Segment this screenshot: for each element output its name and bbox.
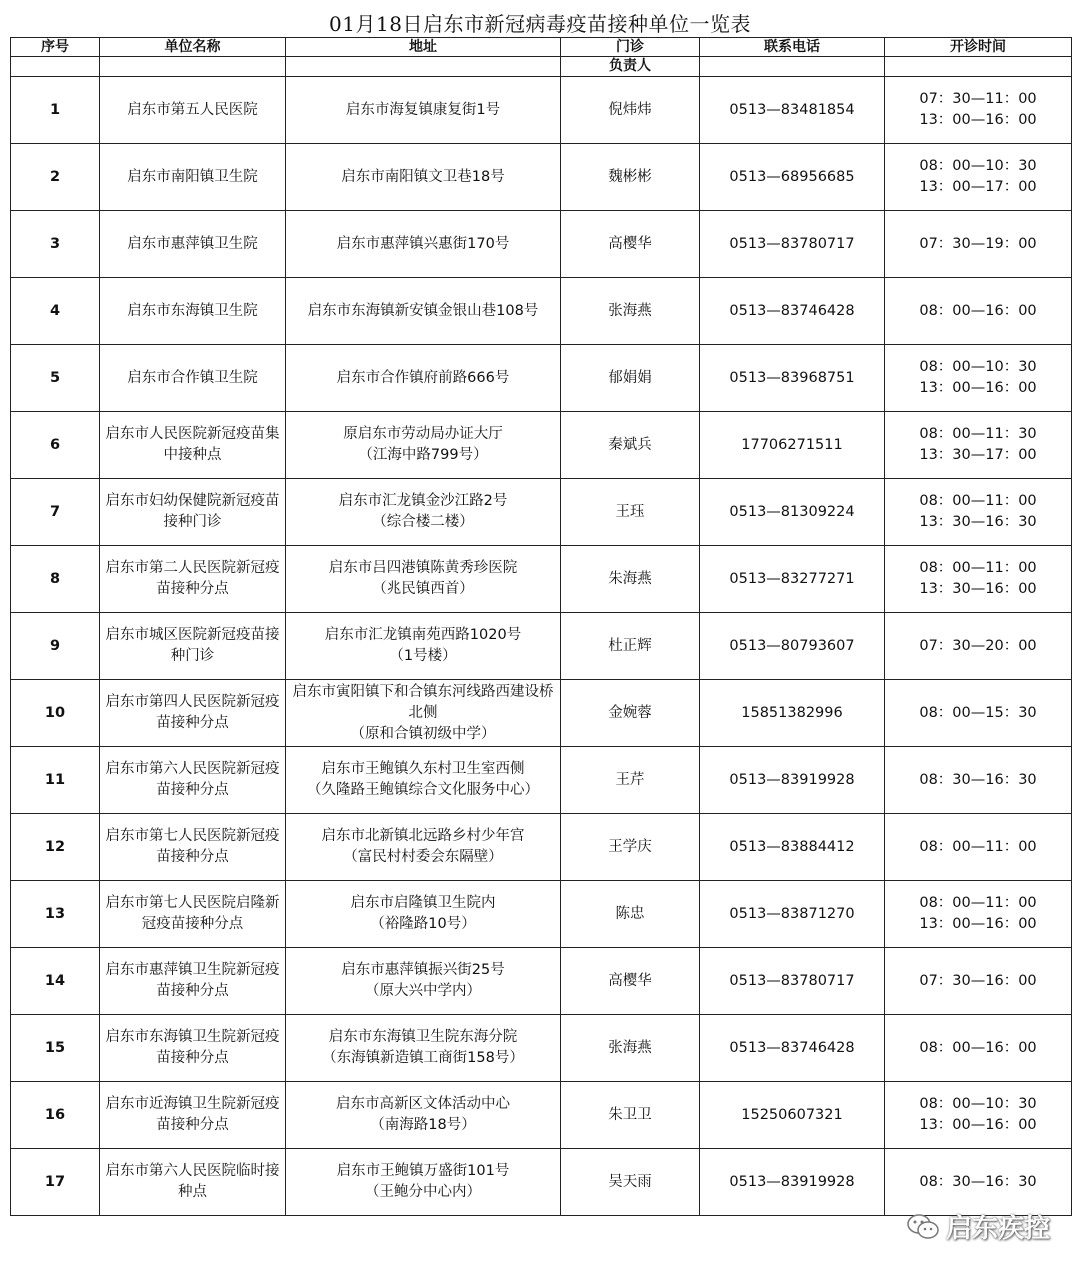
name-line: 启东市惠萍镇卫生院 — [127, 235, 258, 252]
table-row — [11, 479, 1072, 546]
phone-number: 0513—83919928 — [700, 1149, 885, 1216]
table-row — [11, 211, 1072, 278]
header-hours: 开诊时间 — [885, 38, 1072, 57]
name-line: 启东市第六人民医院新冠疫 — [105, 761, 280, 777]
name-line: 接种门诊 — [163, 514, 222, 530]
person-in-charge: 秦斌兵 — [561, 412, 700, 479]
name-line: 启东市城区医院新冠疫苗接 — [105, 627, 280, 643]
table-row — [11, 345, 1072, 412]
address-line: （裕隆路10号） — [370, 916, 476, 932]
hours-line: 13：00—16：00 — [919, 112, 1037, 128]
unit-name — [100, 1082, 286, 1149]
vaccination-sites-table — [10, 37, 1072, 1216]
address — [286, 613, 561, 680]
address-line: 启东市寅阳镇下和合镇东河线路西建设桥 — [292, 683, 554, 700]
address — [286, 211, 561, 278]
person-in-charge: 朱海燕 — [561, 546, 700, 613]
opening-hours — [885, 211, 1072, 278]
phone-number: 0513—83481854 — [700, 77, 885, 144]
header-index: 序号 — [11, 38, 100, 57]
phone-number: 15250607321 — [700, 1082, 885, 1149]
header-row — [11, 38, 1072, 57]
hours-line: 07：30—16：00 — [919, 972, 1037, 989]
table-row — [11, 747, 1072, 814]
hours-line: 13：00—16：00 — [919, 380, 1037, 396]
name-line: 苗接种分点 — [156, 715, 229, 731]
name-line: 启东市南阳镇卫生院 — [127, 168, 258, 185]
address — [286, 144, 561, 211]
unit-name — [100, 278, 286, 345]
table-row — [11, 680, 1072, 747]
table-row — [11, 814, 1072, 881]
unit-name — [100, 881, 286, 948]
hours-line: 08：30—16：30 — [919, 1173, 1037, 1190]
table-row — [11, 1082, 1072, 1149]
address-line: 启东市吕四港镇陈黄秀珍医院 — [328, 560, 518, 576]
row-index: 14 — [11, 948, 100, 1015]
wechat-icon — [906, 1212, 940, 1242]
phone-number: 0513—83780717 — [700, 211, 885, 278]
address — [286, 1149, 561, 1216]
phone-number: 0513—83746428 — [700, 278, 885, 345]
address-line: 启东市合作镇府前路666号 — [336, 369, 510, 386]
opening-hours — [885, 1149, 1072, 1216]
address-line: （江海中路799号） — [358, 447, 488, 463]
name-line: 苗接种分点 — [156, 581, 229, 597]
unit-name — [100, 948, 286, 1015]
address — [286, 77, 561, 144]
address — [286, 479, 561, 546]
phone-number: 0513—83871270 — [700, 881, 885, 948]
person-in-charge: 倪炜炜 — [561, 77, 700, 144]
address-line: （富民村村委会东隔壁） — [343, 849, 503, 865]
hours-line: 08：00—11：30 — [919, 426, 1037, 442]
name-line: 启东市第五人民医院 — [127, 101, 258, 118]
name-line: 启东市第二人民医院新冠疫 — [105, 560, 280, 576]
phone-number: 0513—83919928 — [700, 747, 885, 814]
address-line: 启东市惠萍镇振兴街25号 — [341, 962, 505, 978]
person-in-charge: 魏彬彬 — [561, 144, 700, 211]
unit-name — [100, 211, 286, 278]
row-index: 2 — [11, 144, 100, 211]
watermark — [906, 1208, 1050, 1245]
opening-hours — [885, 814, 1072, 881]
hours-line: 08：00—11：00 — [919, 838, 1037, 855]
opening-hours — [885, 144, 1072, 211]
address-line: 启东市高新区文体活动中心 — [336, 1096, 510, 1112]
address-line: 启东市汇龙镇南苑西路1020号 — [324, 627, 522, 643]
opening-hours — [885, 747, 1072, 814]
subheader-person: 负责人 — [561, 57, 700, 77]
row-index: 11 — [11, 747, 100, 814]
header-clinic: 门诊 — [561, 38, 700, 57]
hours-line: 07：30—20：00 — [919, 637, 1037, 654]
name-line: 启东市第六人民医院临时接 — [105, 1163, 280, 1179]
address — [286, 412, 561, 479]
table-body — [11, 77, 1072, 1216]
subheader-row — [11, 57, 1072, 77]
hours-line: 08：00—10：30 — [919, 359, 1037, 375]
hours-line: 13：30—16：30 — [919, 514, 1037, 530]
opening-hours — [885, 948, 1072, 1015]
name-line: 启东市惠萍镇卫生院新冠疫 — [105, 962, 280, 978]
phone-number: 0513—81309224 — [700, 479, 885, 546]
row-index: 4 — [11, 278, 100, 345]
opening-hours — [885, 412, 1072, 479]
phone-number: 0513—68956685 — [700, 144, 885, 211]
opening-hours — [885, 1082, 1072, 1149]
address — [286, 1082, 561, 1149]
address — [286, 814, 561, 881]
row-index: 9 — [11, 613, 100, 680]
hours-line: 13：30—16：00 — [919, 581, 1037, 597]
phone-number: 0513—83968751 — [700, 345, 885, 412]
hours-line: 08：00—10：30 — [919, 158, 1037, 174]
unit-name — [100, 680, 286, 747]
hours-line: 13：30—17：00 — [919, 447, 1037, 463]
address-line: 启东市北新镇北远路乡村少年宫 — [321, 828, 525, 844]
row-index: 7 — [11, 479, 100, 546]
person-in-charge: 金婉蓉 — [561, 680, 700, 747]
row-index: 12 — [11, 814, 100, 881]
person-in-charge: 朱卫卫 — [561, 1082, 700, 1149]
table-row — [11, 881, 1072, 948]
unit-name — [100, 412, 286, 479]
address-line: （久隆路王鲍镇综合文化服务中心） — [307, 782, 539, 798]
name-line: 启东市东海镇卫生院新冠疫 — [105, 1029, 280, 1045]
row-index: 16 — [11, 1082, 100, 1149]
person-in-charge: 王芹 — [561, 747, 700, 814]
person-in-charge: 陈忠 — [561, 881, 700, 948]
row-index: 10 — [11, 680, 100, 747]
phone-number: 17706271511 — [700, 412, 885, 479]
hours-line: 07：30—11：00 — [919, 91, 1037, 107]
unit-name — [100, 546, 286, 613]
name-line: 种门诊 — [170, 648, 215, 664]
hours-line: 08：00—16：00 — [919, 1039, 1037, 1056]
row-index: 8 — [11, 546, 100, 613]
hours-line: 08：00—15：30 — [919, 704, 1037, 721]
row-index: 5 — [11, 345, 100, 412]
name-line: 启东市第七人民医院新冠疫 — [105, 828, 280, 844]
name-line: 启东市第四人民医院新冠疫 — [105, 694, 280, 710]
person-in-charge: 高樱华 — [561, 948, 700, 1015]
name-line: 苗接种分点 — [156, 983, 229, 999]
hours-line: 08：00—16：00 — [919, 302, 1037, 319]
phone-number: 0513—83884412 — [700, 814, 885, 881]
phone-number: 0513—80793607 — [700, 613, 885, 680]
address-line: 启东市惠萍镇兴惠街170号 — [336, 235, 510, 252]
table-row — [11, 144, 1072, 211]
name-line: 中接种点 — [163, 447, 222, 463]
phone-number: 0513—83780717 — [700, 948, 885, 1015]
person-in-charge: 张海燕 — [561, 278, 700, 345]
opening-hours — [885, 546, 1072, 613]
address-line: 启东市启隆镇卫生院内 — [350, 895, 496, 911]
address-line: 启东市海复镇康复街1号 — [345, 101, 501, 118]
address-line: 原启东市劳动局办证大厅 — [343, 426, 503, 442]
opening-hours — [885, 278, 1072, 345]
person-in-charge: 郁娟娟 — [561, 345, 700, 412]
page-title: 01月18日启东市新冠病毒疫苗接种单位一览表 — [329, 12, 751, 36]
address — [286, 546, 561, 613]
hours-line: 08：30—16：30 — [919, 771, 1037, 788]
unit-name — [100, 479, 286, 546]
address-line: （王鲍分中心内） — [365, 1184, 481, 1200]
opening-hours — [885, 345, 1072, 412]
unit-name — [100, 345, 286, 412]
unit-name — [100, 1015, 286, 1082]
table-row — [11, 412, 1072, 479]
person-in-charge: 张海燕 — [561, 1015, 700, 1082]
address — [286, 948, 561, 1015]
hours-line: 08：00—10：30 — [919, 1096, 1037, 1112]
address-line: 启东市王鲍镇万盛街101号 — [336, 1163, 510, 1179]
hours-line: 08：00—11：00 — [919, 493, 1037, 509]
address-line: 启东市王鲍镇久东村卫生室西侧 — [321, 761, 525, 777]
address — [286, 345, 561, 412]
address-line: （1号楼） — [389, 648, 457, 664]
unit-name — [100, 144, 286, 211]
hours-line: 08：00—11：00 — [919, 560, 1037, 576]
header-unit-name: 单位名称 — [100, 38, 286, 57]
address-line: （兆民镇西首） — [372, 581, 474, 597]
header-address: 地址 — [286, 38, 561, 57]
opening-hours — [885, 613, 1072, 680]
unit-name — [100, 613, 286, 680]
hours-line: 13：00—17：00 — [919, 179, 1037, 195]
row-index: 13 — [11, 881, 100, 948]
table-row — [11, 278, 1072, 345]
person-in-charge: 高樱华 — [561, 211, 700, 278]
row-index: 17 — [11, 1149, 100, 1216]
person-in-charge: 吴天雨 — [561, 1149, 700, 1216]
name-line: 苗接种分点 — [156, 1117, 229, 1133]
address-line: （东海镇新造镇工商街158号） — [322, 1050, 524, 1066]
phone-number: 15851382996 — [700, 680, 885, 747]
address — [286, 278, 561, 345]
table-row — [11, 948, 1072, 1015]
address-line: （综合楼二楼） — [372, 514, 474, 530]
name-line: 苗接种分点 — [156, 782, 229, 798]
opening-hours — [885, 680, 1072, 747]
table-row — [11, 77, 1072, 144]
unit-name — [100, 1149, 286, 1216]
address-line: 启东市南阳镇文卫巷18号 — [341, 168, 505, 185]
person-in-charge: 杜正辉 — [561, 613, 700, 680]
unit-name — [100, 77, 286, 144]
name-line: 启东市第七人民医院启隆新 — [105, 895, 280, 911]
person-in-charge: 王学庆 — [561, 814, 700, 881]
name-line: 启东市东海镇卫生院 — [127, 302, 258, 319]
opening-hours — [885, 479, 1072, 546]
address-line: 启东市汇龙镇金沙江路2号 — [338, 493, 508, 509]
address-line: 启东市东海镇卫生院东海分院 — [328, 1029, 518, 1045]
name-line: 启东市合作镇卫生院 — [127, 369, 258, 386]
opening-hours — [885, 881, 1072, 948]
row-index: 1 — [11, 77, 100, 144]
row-index: 6 — [11, 412, 100, 479]
table-row — [11, 1015, 1072, 1082]
phone-number: 0513—83277271 — [700, 546, 885, 613]
name-line: 苗接种分点 — [156, 1050, 229, 1066]
hours-line: 13：00—16：00 — [919, 916, 1037, 932]
address — [286, 881, 561, 948]
name-line: 启东市人民医院新冠疫苗集 — [105, 426, 280, 442]
address — [286, 747, 561, 814]
address-line: 启东市东海镇新安镇金银山巷108号 — [307, 302, 539, 319]
row-index: 15 — [11, 1015, 100, 1082]
name-line: 冠疫苗接种分点 — [141, 916, 244, 932]
name-line: 启东市近海镇卫生院新冠疫 — [105, 1096, 280, 1112]
address-line: 北侧 — [408, 704, 438, 721]
address-line: （原大兴中学内） — [365, 983, 481, 999]
hours-line: 07：30—19：00 — [919, 235, 1037, 252]
table-row — [11, 1149, 1072, 1216]
address — [286, 680, 561, 747]
watermark-text: 启东疾控 — [945, 1214, 1050, 1244]
table-row — [11, 613, 1072, 680]
opening-hours — [885, 1015, 1072, 1082]
address-line: （南海路18号） — [370, 1117, 476, 1133]
hours-line: 08：00—11：00 — [919, 895, 1037, 911]
person-in-charge: 王珏 — [561, 479, 700, 546]
phone-number: 0513—83746428 — [700, 1015, 885, 1082]
hours-line: 13：00—16：00 — [919, 1117, 1037, 1133]
header-phone: 联系电话 — [700, 38, 885, 57]
address — [286, 1015, 561, 1082]
name-line: 苗接种分点 — [156, 849, 229, 865]
name-line: 启东市妇幼保健院新冠疫苗 — [105, 493, 280, 509]
opening-hours — [885, 77, 1072, 144]
unit-name — [100, 814, 286, 881]
address-line: （原和合镇初级中学） — [350, 725, 496, 742]
unit-name — [100, 747, 286, 814]
row-index: 3 — [11, 211, 100, 278]
name-line: 种点 — [178, 1184, 207, 1200]
table-row — [11, 546, 1072, 613]
